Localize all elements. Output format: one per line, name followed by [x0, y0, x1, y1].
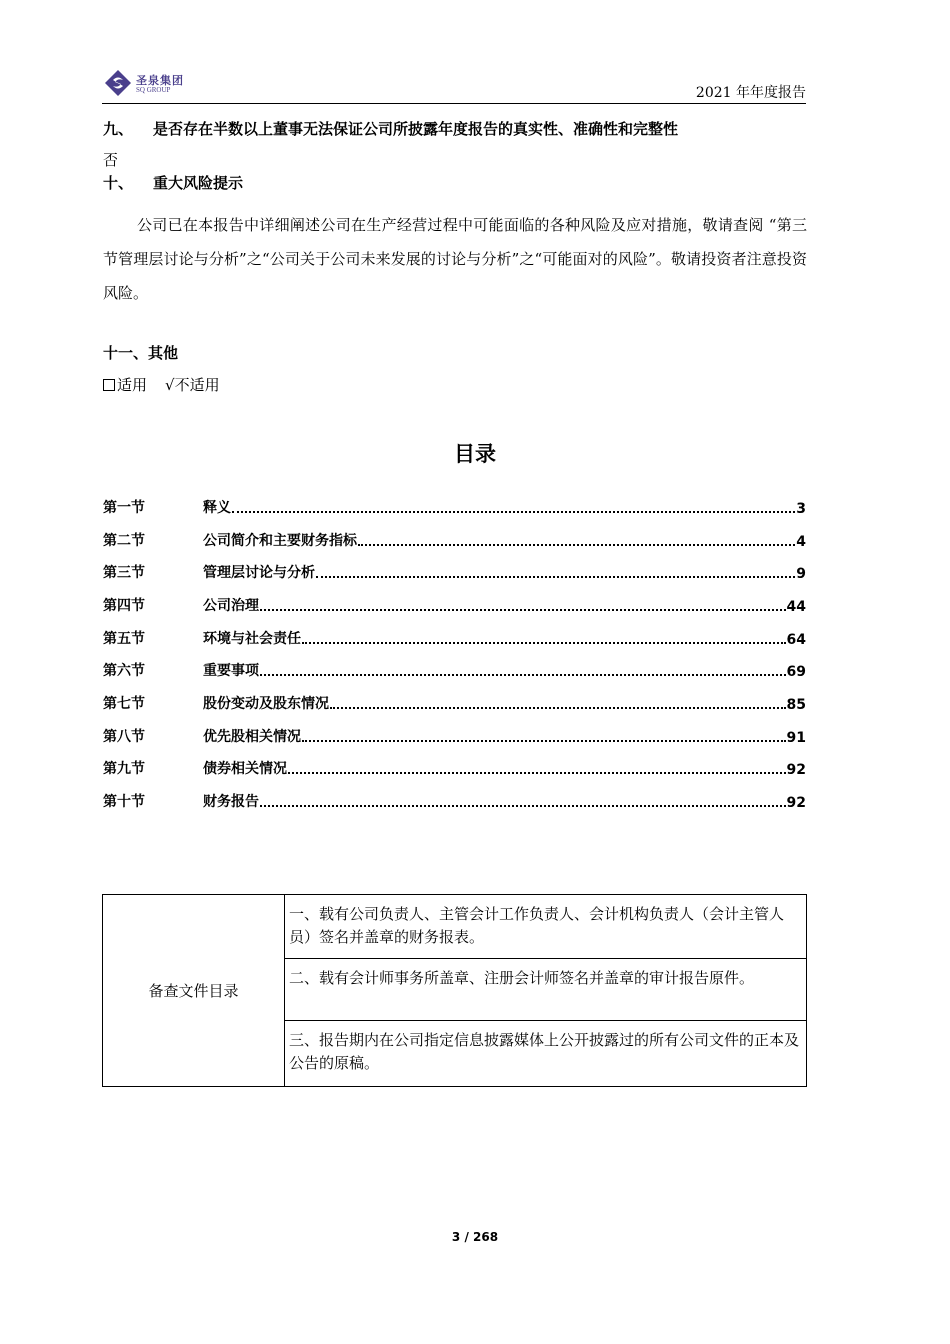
section-10-title: 重大风险提示 — [153, 174, 244, 192]
section-10-heading — [103, 172, 243, 193]
checkbox-empty-icon — [103, 379, 115, 391]
section-9-number: 九、 — [103, 120, 134, 138]
option-not-applicable: 不适用 — [174, 376, 220, 394]
page-header — [102, 66, 806, 104]
toc-page-number: 4 — [796, 534, 806, 550]
toc-entry[interactable] — [103, 791, 806, 811]
reference-doc-item: 一、载有公司负责人、主管会计工作负责人、会计机构负责人（会计主管人员）签名并盖章的财务报表。 — [285, 895, 807, 959]
toc-section-number: 第十节 — [103, 794, 145, 810]
risk-warning-paragraph: 公司已在本报告中详细阐述公司在生产经营过程中可能面临的各种风险及应对措施，敬请查阅 “第三节管理层讨论与分析”之“公司关于公司未来发展的讨论与分析”之“可能面对的风险”。敬请投资者注意投资风险。 — [103, 216, 807, 302]
section-9-answer: 否 — [103, 151, 119, 169]
toc-section-number: 第四节 — [103, 598, 145, 614]
option-applicable: 适用 — [117, 376, 148, 394]
toc-leader-dots — [316, 576, 795, 578]
logo-chinese-text: 圣泉集团 — [136, 74, 184, 87]
toc-section-number: 第三节 — [103, 565, 145, 581]
report-title: 2021 年年度报告 — [695, 85, 806, 101]
toc-section-number: 第九节 — [103, 761, 145, 777]
toc-section-name: 公司简介和主要财务指标 — [203, 533, 357, 549]
reference-documents-table — [102, 894, 807, 1087]
toc-section-number: 第五节 — [103, 631, 145, 647]
toc-page-number: 44 — [786, 599, 806, 615]
toc-section-name: 重要事项 — [203, 663, 259, 679]
toc-leader-dots — [232, 511, 795, 513]
reference-docs-label: 备查文件目录 — [103, 895, 285, 1087]
logo-english-text: SQ GROUP — [136, 86, 171, 94]
toc-page-number: 92 — [786, 795, 806, 811]
toc-page-number: 69 — [786, 664, 806, 680]
toc-section-name: 管理层讨论与分析 — [203, 565, 315, 581]
toc-section-name: 财务报告 — [203, 794, 259, 810]
sq-logo-icon — [104, 69, 132, 97]
section-11-heading: 十一、其他 — [103, 344, 179, 362]
toc-entry[interactable] — [103, 660, 806, 680]
check-mark-icon: √ — [165, 376, 175, 394]
toc-entry[interactable] — [103, 497, 806, 517]
toc-section-name: 股份变动及股东情况 — [203, 696, 329, 712]
toc-entry[interactable] — [103, 530, 806, 550]
toc-entry[interactable] — [103, 693, 806, 713]
toc-leader-dots — [260, 674, 786, 676]
section-9-title: 是否存在半数以上董事无法保证公司所披露年度报告的真实性、准确性和完整性 — [153, 120, 679, 138]
toc-entry[interactable] — [103, 628, 806, 648]
toc-page-number: 85 — [786, 697, 806, 713]
toc-entry[interactable] — [103, 595, 806, 615]
toc-page-number: 91 — [786, 730, 806, 746]
toc-entry[interactable] — [103, 562, 806, 582]
toc-section-name: 释义 — [203, 500, 231, 516]
applicability-options — [103, 374, 220, 395]
toc-section-number: 第六节 — [103, 663, 145, 679]
reference-doc-item: 三、报告期内在公司指定信息披露媒体上公开披露过的所有公司文件的正本及公告的原稿。 — [285, 1021, 807, 1087]
toc-leader-dots — [288, 772, 786, 774]
company-logo — [104, 69, 204, 97]
toc-section-number: 第一节 — [103, 500, 145, 516]
toc-section-number: 第七节 — [103, 696, 145, 712]
toc-section-name: 公司治理 — [203, 598, 259, 614]
toc-section-number: 第二节 — [103, 533, 145, 549]
toc-leader-dots — [358, 544, 795, 546]
toc-leader-dots — [260, 805, 786, 807]
toc-leader-dots — [330, 707, 786, 709]
toc-leader-dots — [302, 642, 786, 644]
page-indicator: 3 / 268 — [451, 1230, 499, 1244]
toc-section-number: 第八节 — [103, 729, 145, 745]
toc-leader-dots — [260, 609, 786, 611]
toc-section-name: 债券相关情况 — [203, 761, 287, 777]
toc-page-number: 92 — [786, 762, 806, 778]
toc-page-number: 3 — [796, 501, 806, 517]
toc-page-number: 64 — [786, 632, 806, 648]
section-10-number: 十、 — [103, 174, 134, 192]
toc-section-name: 优先股相关情况 — [203, 729, 301, 745]
toc-page-number: 9 — [796, 566, 806, 582]
section-9-heading — [103, 118, 678, 139]
table-row — [103, 895, 807, 959]
reference-doc-item: 二、载有会计师事务所盖章、注册会计师签名并盖章的审计报告原件。 — [285, 959, 807, 1021]
toc-entry[interactable] — [103, 726, 806, 746]
toc-section-name: 环境与社会责任 — [203, 631, 301, 647]
toc-entry[interactable] — [103, 758, 806, 778]
toc-leader-dots — [302, 740, 786, 742]
toc-title: 目录 — [454, 442, 496, 466]
